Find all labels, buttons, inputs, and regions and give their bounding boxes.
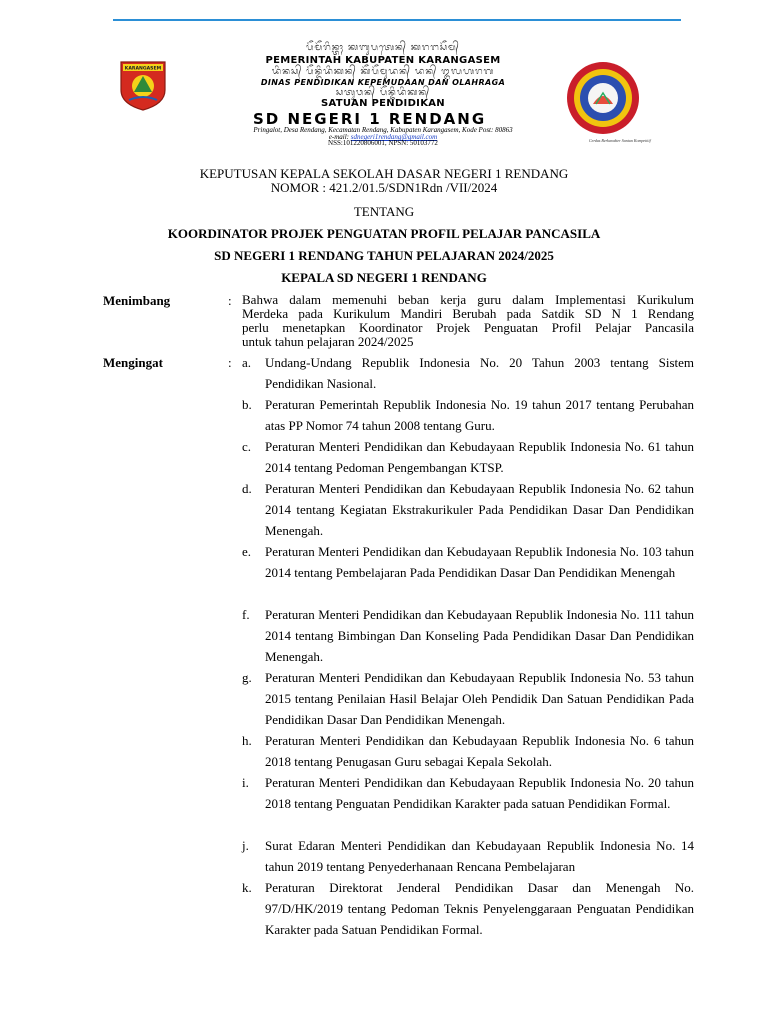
list-item-text: Peraturan Menteri Pendidikan dan Kebudayaan Republik Indonesia No. 20 tahun 2018 tentang Penguatan Pendidikan Karakter pada satuan Pendidikan Formal.	[265, 775, 694, 811]
list-item	[242, 394, 694, 436]
aksara-line-1: ᬧᭂᬫᭂᬭᬶᬦ᭄ᬢᬄ ᬓᬩᬸᬧᬢᬾᬦ᭄ ᬓᬭᬗᬲᭂᬫ᭄	[306, 43, 460, 53]
school-address: Pringalot, Desa Rendang, Kecamatan Rendang, Kabupaten Karangasem, Kode Post: 80863	[253, 126, 513, 134]
list-item	[242, 352, 694, 394]
letterhead	[113, 44, 681, 150]
list-marker: d.	[242, 481, 252, 496]
list-item-text: Peraturan Menteri Pendidikan dan Kebudayaan Republik Indonesia No. 6 tahun 2018 tentang Penugasan Guru sebagai Kepala Sekolah.	[265, 733, 694, 769]
list-item	[242, 604, 694, 667]
government-name: PEMERINTAH KABUPATEN KARANGASEM	[265, 55, 501, 66]
menimbang-line: Merdeka pada Kurikulum Mandiri Berubah pada Satdik SD N 1 Rendang	[242, 306, 694, 321]
list-item-text: Peraturan Pemerintah Republik Indonesia No. 19 tahun 2017 tentang Perubahan atas PP Nomor 74 tahun 2008 tentang Guru.	[265, 397, 694, 433]
menimbang-colon: :	[228, 293, 232, 308]
menimbang-line: Bahwa dalam memenuhi beban kerja guru dalam Implementasi Kurikulum	[242, 292, 694, 307]
list-item	[242, 730, 694, 772]
dinas-name: DINAS PENDIDIKAN KEPEMUDAAN DAN OLAHRAGA	[260, 78, 506, 87]
list-marker: i.	[242, 775, 249, 790]
emblem-caption: Cerdas Berkarakter Santun Kompetitif	[589, 138, 651, 143]
unit-name: SATUAN PENDIDIKAN	[321, 98, 445, 109]
aksara-line-3: ᬲᬢᬸᬯᬦ᭄ ᬧᭂᬦ᭄ᬤᬶᬤᬶᬓᬦ᭄	[335, 88, 431, 98]
issuer-title: KEPALA SD NEGERI 1 RENDANG	[281, 270, 487, 285]
mengingat-label: Mengingat	[103, 355, 163, 370]
list-item-text: Peraturan Direktorat Jenderal Pendidikan Dasar dan Menengah No. 97/D/HK/2019 tentang Pedoman Teknis Penyelenggaraan Penguatan Pendidikan Karakter pada Satuan Pendidikan Formal.	[265, 880, 694, 937]
menimbang-text	[242, 293, 694, 349]
list-item-text: Peraturan Menteri Pendidikan dan Kebudayaan Republik Indonesia No. 53 tahun 2015 tentang Penilaian Hasil Belajar Oleh Pendidik Dan Satuan Pendidikan Pada Pendidikan Dasar Dan Pendidikan Menengah.	[265, 670, 694, 727]
list-marker: c.	[242, 439, 252, 454]
top-rule	[113, 19, 681, 21]
decree-number: NOMOR : 421.2/01.5/SDN1Rdn /VII/2024	[270, 180, 498, 195]
list-marker: b.	[242, 397, 252, 412]
subject-title-1: KOORDINATOR PROJEK PENGUATAN PROFIL PELAJAR PANCASILA	[167, 226, 601, 241]
list-item-text: Peraturan Menteri Pendidikan dan Kebudayaan Republik Indonesia No. 61 tahun 2014 tentang Pedoman Pengembangan KTSP.	[265, 439, 694, 475]
list-marker: f.	[242, 607, 250, 622]
school-email-link[interactable]: sdnegeri1rendang@gmail.com	[350, 133, 438, 141]
school-name: SD NEGERI 1 RENDANG	[253, 110, 487, 128]
list-marker: e.	[242, 544, 252, 559]
tentang-label: TENTANG	[353, 204, 415, 219]
list-item	[242, 667, 694, 730]
menimbang-label: Menimbang	[103, 293, 171, 308]
email-label: e-mail:	[328, 133, 349, 141]
list-item-text: Peraturan Menteri Pendidikan dan Kebudayaan Republik Indonesia No. 103 tahun 2014 tentang Pembelajaran Pada Pendidikan Dasar Dan Pendidikan Menengah	[265, 544, 694, 580]
list-item-text: Peraturan Menteri Pendidikan dan Kebudayaan Republik Indonesia No. 111 tahun 2014 tentang Bimbingan Dan Konseling Pada Pendidikan Dasar Dan Pendidikan Menengah.	[265, 607, 694, 664]
menimbang-line: untuk tahun pelajaran 2024/2025	[242, 334, 414, 349]
list-marker: a.	[242, 355, 252, 370]
list-item	[242, 877, 694, 940]
school-emblem	[565, 60, 641, 136]
menimbang-line: perlu menetapkan Koordinator Projek Penguatan Profil Pelajar Pancasila	[242, 320, 694, 335]
mengingat-colon: :	[228, 355, 232, 370]
karangasem-logo	[119, 56, 167, 112]
list-item	[242, 772, 694, 814]
list-item-text: Undang-Undang Republik Indonesia No. 20 Tahun 2003 tentang Sistem Pendidikan Nasional.	[265, 355, 694, 391]
decree-title: KEPUTUSAN KEPALA SEKOLAH DASAR NEGERI 1 RENDANG	[199, 166, 569, 181]
list-item	[242, 478, 694, 541]
left-logo-text: KARANGASEM	[124, 66, 162, 72]
list-item	[242, 835, 694, 877]
list-item	[242, 541, 694, 583]
list-marker: h.	[242, 733, 252, 748]
list-item-text: Surat Edaran Menteri Pendidikan dan Kebudayaan Republik Indonesia No. 14 tahun 2019 tentang Penyederhanaan Rencana Pembelajaran	[265, 838, 694, 874]
list-marker: g.	[242, 670, 252, 685]
list-item	[242, 436, 694, 478]
list-marker: k.	[242, 880, 252, 895]
subject-title-2: SD NEGERI 1 RENDANG TAHUN PELAJARAN 2024/2025	[214, 248, 554, 263]
aksara-line-2: ᬤᬶᬦᬲ᭄ ᬧᭂᬦ᭄ᬤᬶᬤᬶᬓᬦ᭄ ᬓᭂᬧᭂᬫᬸᬤᬦ᭄ ᬤᬦ᭄ ᬑᬮᬳᬭᬕ	[271, 67, 495, 77]
school-nss-npsn: NSS:101220806001, NPSN: 50103772	[328, 139, 438, 147]
list-item-text: Peraturan Menteri Pendidikan dan Kebudayaan Republik Indonesia No. 62 tahun 2014 tentang Kegiatan Ekstrakurikuler Pada Pendidikan Dasar Dan Pendidikan Menengah.	[265, 481, 694, 538]
letterhead-text	[203, 44, 563, 109]
list-marker: j.	[242, 838, 249, 853]
